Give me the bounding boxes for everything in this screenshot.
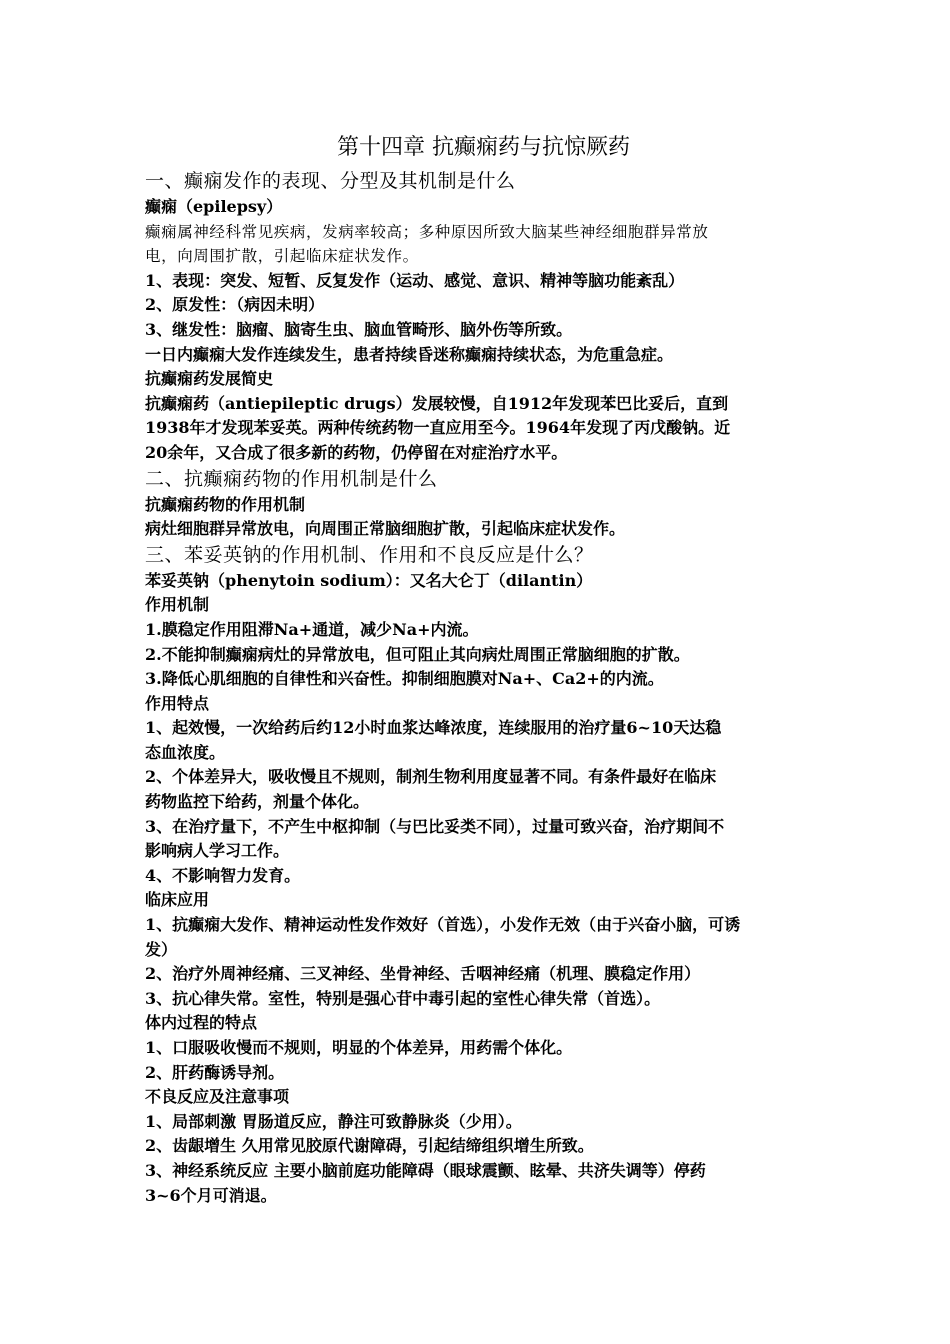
text-line: 一日内癫痫大发作连续发生，患者持续昏迷称癫痫持续状态，为危重急症。 bbox=[145, 344, 674, 364]
text-line: 癫痫属神经科常见疾病，发病率较高；多种原因所致大脑某些神经细胞群异常放 bbox=[145, 222, 709, 241]
section-heading: 一、癫痫发作的表现、分型及其机制是什么 bbox=[145, 170, 516, 192]
text-line: 1、表现：突发、短暂、反复发作（运动、感觉、意识、精神等脑功能紊乱） bbox=[145, 270, 685, 290]
text-line: 电，向周围扩散，引起临床症状发作。 bbox=[145, 247, 419, 266]
text-line: 抗癫痫药发展简史 bbox=[145, 369, 274, 389]
text-line: 影响病人学习工作。 bbox=[145, 841, 290, 861]
chapter-title: 第十四章 抗癫痫药与抗惊厥药 bbox=[337, 135, 630, 160]
text-line: 2、原发性：（病因未明） bbox=[145, 295, 325, 315]
text-line: 发） bbox=[145, 939, 178, 959]
text-line: 作用机制 bbox=[145, 595, 210, 615]
text-line: 2、齿龈增生 久用常见胶原代谢障碍，引起结缔组织增生所致。 bbox=[145, 1136, 594, 1156]
document-page bbox=[145, 128, 810, 1208]
text-line: 体内过程的特点 bbox=[145, 1013, 258, 1033]
section-heading: 三、苯妥英钠的作用机制、作用和不良反应是什么？ bbox=[145, 543, 594, 566]
text-line: 1.膜稳定作用阻滞Na+通道，减少Na+内流。 bbox=[145, 619, 479, 639]
text-line: 苯妥英钠（phenytoin sodium）：又名大仑丁（dilantin） bbox=[145, 570, 593, 590]
text-line: 2、个体差异大，吸收慢且不规则，制剂生物利用度显著不同。有条件最好在临床 bbox=[145, 767, 717, 787]
text-line: 2、治疗外周神经痛、三叉神经、坐骨神经、舌咽神经痛（机理、膜稳定作用） bbox=[145, 964, 701, 984]
text-line: 抗癫痫药物的作用机制 bbox=[145, 494, 306, 514]
text-line: 作用特点 bbox=[145, 693, 210, 713]
text-line: 药物监控下给药，剂量个体化。 bbox=[145, 792, 370, 812]
text-line: 2.不能抑制癫痫病灶的异常放电，但可阻止其向病灶周围正常脑细胞的扩散。 bbox=[145, 644, 690, 664]
text-line: 3.降低心肌细胞的自律性和兴奋性。抑制细胞膜对Na+、Ca2+的内流。 bbox=[145, 669, 664, 689]
text-line: 态血浓度。 bbox=[145, 742, 226, 762]
text-line: 4、不影响智力发育。 bbox=[145, 865, 301, 885]
text-line: 癫痫（epilepsy） bbox=[145, 197, 283, 216]
text-line: 3、抗心律失常。室性，特别是强心苷中毒引起的室性心律失常（首选）。 bbox=[145, 988, 661, 1008]
text-line: 2、肝药酶诱导剂。 bbox=[145, 1062, 285, 1082]
text-line: 3、在治疗量下，不产生中枢抑制（与巴比妥类不同），过量可致兴奋，治疗期间不 bbox=[145, 816, 725, 836]
text-line: 临床应用 bbox=[145, 890, 210, 910]
text-line: 3~6个月可消退。 bbox=[145, 1185, 277, 1205]
text-line: 1938年才发现苯妥英。两种传统药物一直应用至今。1964年发现了丙戊酸钠。近 bbox=[145, 418, 731, 438]
text-line: 1、起效慢，一次给药后约12小时血浆达峰浓度，连续服用的治疗量6~10天达稳 bbox=[145, 718, 722, 738]
document-body bbox=[145, 168, 810, 1208]
text-line: 抗癫痫药（antiepileptic drugs）发展较慢，自1912年发现苯巴比妥后，直到 bbox=[145, 393, 729, 413]
section-heading: 二、抗癫痫药物的作用机制是什么 bbox=[145, 467, 438, 490]
text-line: 病灶细胞群异常放电，向周围正常脑细胞扩散，引起临床症状发作。 bbox=[145, 519, 626, 539]
text-line: 3、继发性：脑瘤、脑寄生虫、脑血管畸形、脑外伤等所致。 bbox=[145, 319, 573, 339]
text-line: 1、抗癫痫大发作、精神运动性发作效好（首选），小发作无效（由于兴奋小脑，可诱 bbox=[145, 915, 741, 935]
text-line: 不良反应及注意事项 bbox=[145, 1087, 290, 1107]
text-line: 1、口服吸收慢而不规则，明显的个体差异，用药需个体化。 bbox=[145, 1038, 573, 1057]
text-line: 3、神经系统反应 主要小脑前庭功能障碍（眼球震颤、眩晕、共济失调等）停药 bbox=[145, 1160, 706, 1180]
text-line: 1、局部刺激 胃肠道反应，静注可致静脉炎（少用）。 bbox=[145, 1111, 522, 1131]
text-line: 20余年，又合成了很多新的药物，仍停留在对症治疗水平。 bbox=[145, 442, 568, 462]
